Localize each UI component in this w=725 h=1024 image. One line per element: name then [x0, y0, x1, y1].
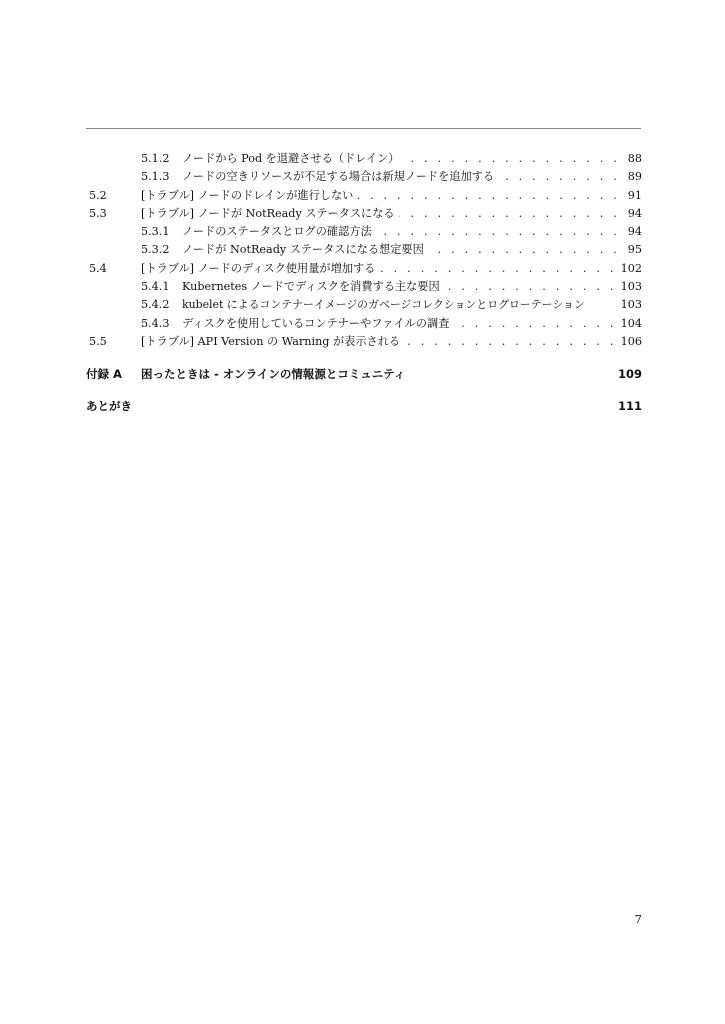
toc-entry-title: Kubernetes ノードでディスクを消費する主な要因 [182, 280, 440, 294]
toc-entry-page: 94 [627, 225, 642, 239]
toc-entry-number: 5.4.1 [141, 280, 170, 294]
toc-entry-title: [トラブル] ノードのドレインが進行しない [141, 188, 354, 202]
toc-entry-page: 103 [620, 298, 642, 312]
toc-entry-page: 94 [627, 206, 642, 220]
toc-entry-page: 89 [627, 170, 642, 184]
afterword-page: 111 [617, 399, 642, 413]
toc-entry-number: 5.4.2 [141, 298, 170, 312]
toc-entry[interactable] [86, 315, 642, 333]
toc-entry-number: 5.4 [89, 261, 107, 275]
toc-leader-dots [403, 152, 620, 165]
toc-entry[interactable] [86, 168, 642, 186]
toc-entry-page: 91 [627, 188, 642, 202]
toc-entry-number: 5.5 [89, 334, 107, 348]
toc-leader-dots [379, 262, 616, 275]
toc-entry-title: [トラブル] ノードが NotReady ステータスになる [141, 206, 395, 220]
table-of-contents [86, 150, 642, 351]
toc-leader-dots [444, 280, 617, 293]
toc-appendix-entry[interactable] [86, 366, 642, 382]
toc-leader-dots [453, 317, 616, 330]
toc-entry-number: 5.1.3 [141, 170, 170, 184]
toc-entry-page: 106 [620, 334, 642, 348]
toc-entry-title: ノードのステータスとログの確認方法 [182, 225, 372, 239]
toc-entry-title: [トラブル] API Version の Warning が表示される [141, 334, 401, 348]
toc-leader-dots [399, 207, 620, 220]
toc-entry-page: 88 [627, 152, 642, 165]
toc-entry[interactable] [86, 205, 642, 223]
page-number: 7 [634, 912, 642, 926]
toc-leader-dots [404, 335, 617, 348]
toc-entry-number: 5.3.2 [141, 243, 170, 257]
toc-entry-page: 103 [620, 280, 642, 294]
toc-leader-dots [428, 243, 620, 256]
toc-entry-page: 95 [627, 243, 642, 257]
appendix-page: 109 [617, 367, 642, 381]
toc-entry[interactable] [86, 278, 642, 296]
toc-afterword-entry[interactable] [86, 398, 642, 414]
toc-leader-dots [376, 225, 620, 238]
toc-entry-number: 5.3 [89, 206, 107, 220]
toc-entry[interactable] [86, 187, 642, 205]
toc-entry[interactable] [86, 260, 642, 278]
toc-entry-number: 5.1.2 [141, 152, 170, 165]
toc-entry-page: 102 [620, 261, 642, 275]
appendix-number: 付録 A [86, 367, 122, 381]
toc-entry-number: 5.4.3 [141, 316, 170, 330]
toc-leader-dots [498, 170, 620, 183]
toc-leader-dots [357, 189, 620, 202]
toc-entry-title: ノードから Pod を退避させる（ドレイン） [182, 152, 400, 165]
appendix-title: 困ったときは - オンラインの情報源とコミュニティ [141, 367, 406, 381]
toc-entry-number: 5.2 [89, 188, 107, 202]
toc-entry-title: ディスクを使用しているコンテナーやファイルの調査 [182, 316, 450, 330]
afterword-title: あとがき [86, 399, 132, 413]
toc-entry[interactable] [86, 296, 642, 314]
toc-entry-title: [トラブル] ノードのディスク使用量が増加する [141, 261, 376, 275]
toc-entry-title: ノードの空きリソースが不足する場合は新規ノードを追加する [182, 170, 495, 184]
header-rule [86, 128, 641, 129]
toc-entry[interactable] [86, 223, 642, 241]
toc-entry-title: ノードが NotReady ステータスになる想定要因 [182, 243, 424, 257]
toc-entry[interactable] [86, 333, 642, 351]
toc-entry-page: 104 [620, 316, 642, 330]
toc-entry-title: kubelet によるコンテナーイメージのガベージコレクションとログローテーション [182, 298, 585, 312]
toc-entry[interactable] [86, 241, 642, 259]
toc-entry-number: 5.3.1 [141, 225, 170, 239]
toc-entry[interactable] [86, 150, 642, 168]
